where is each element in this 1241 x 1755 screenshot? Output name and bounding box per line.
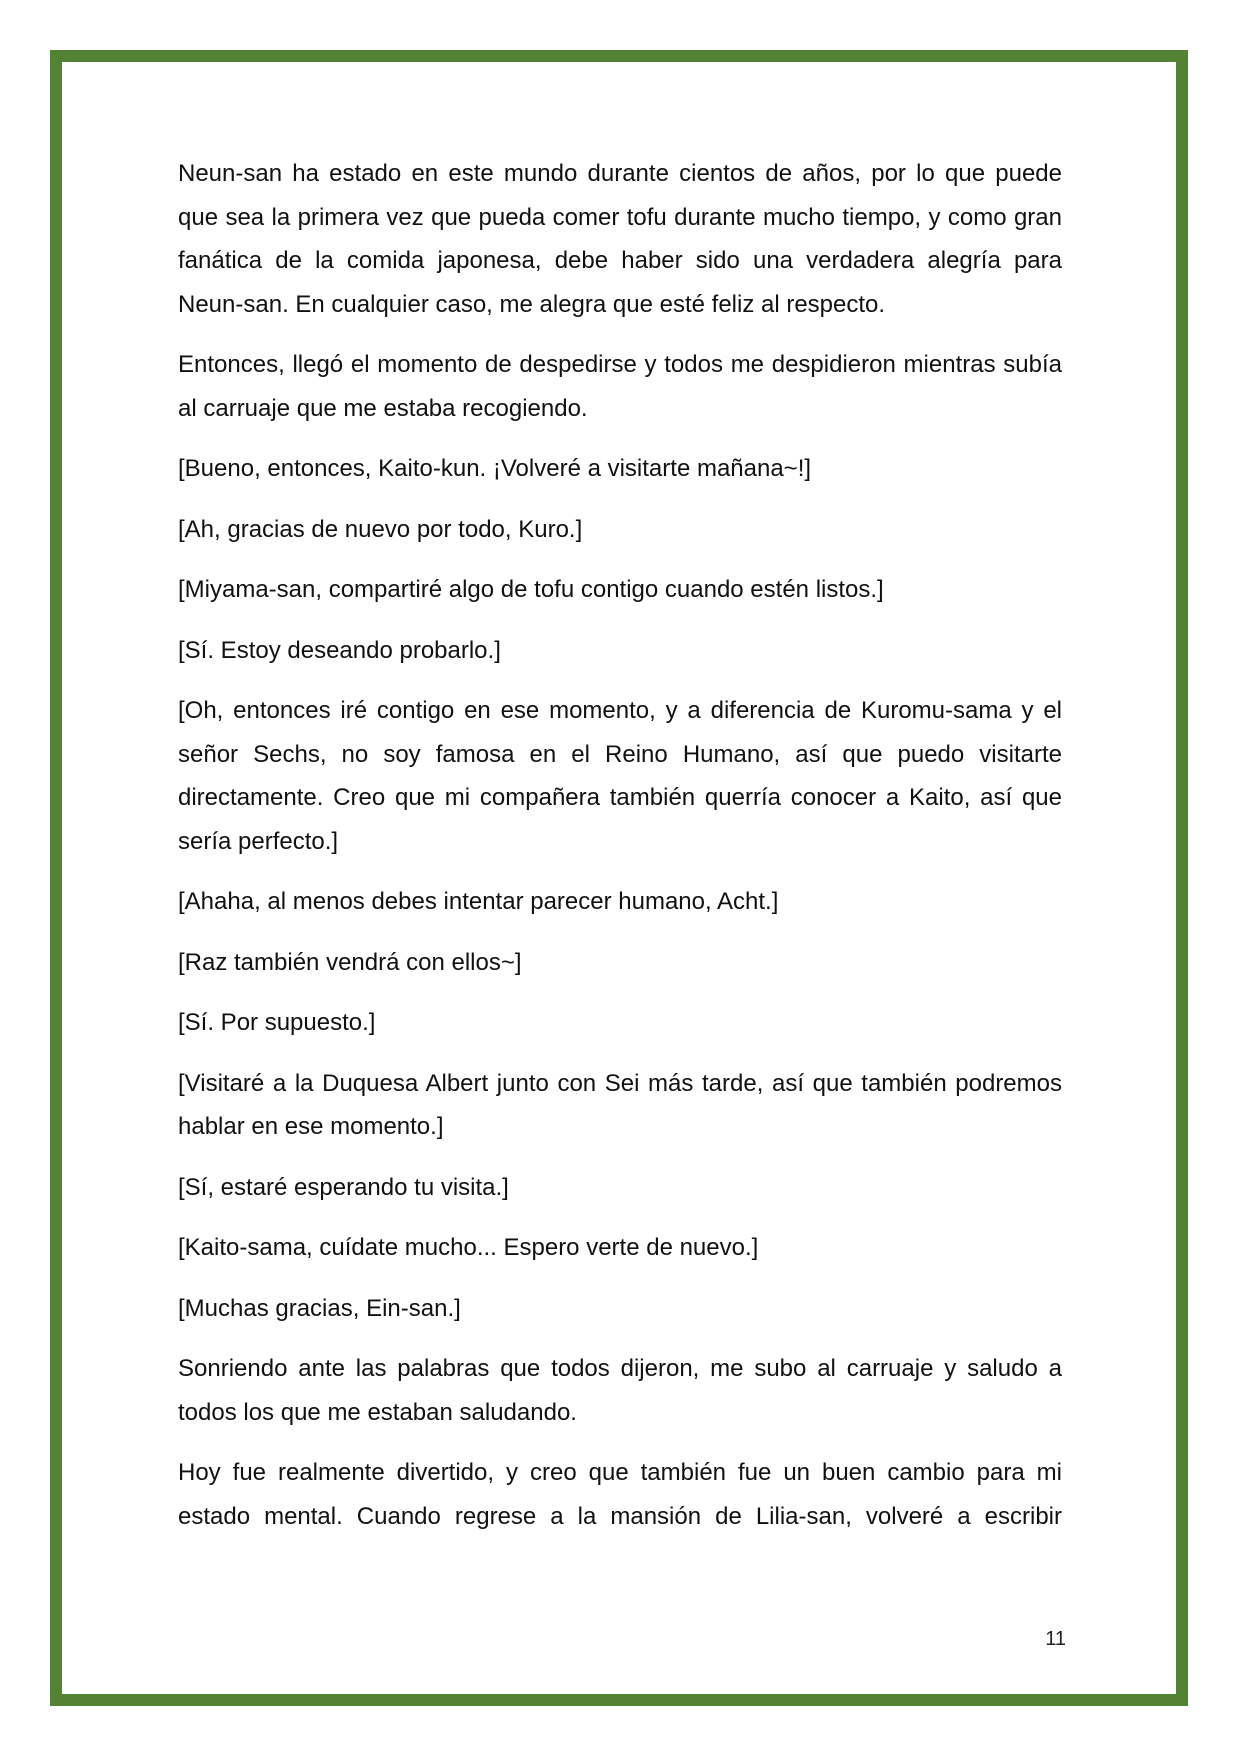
dialogue-line-11: [Kaito-sama, cuídate mucho... Espero verte de nuevo.] xyxy=(178,1234,759,1261)
dialogue-line-12: [Muchas gracias, Ein-san.] xyxy=(178,1294,461,1322)
dialogue-line-5: [Oh, entonces iré contigo en ese momento, y a diferencia de Kuromu-sama y el señor Sechs, no soy famosa en el Reino Humano, así que puedo visitarte directamente. Creo que mi compañera también querría conocer a Kaito, así que sería perfecto.] xyxy=(178,697,1062,855)
paragraph-3: Sonriendo ante las palabras que todos dijeron, me subo al carruaje y saludo a todos los que me estaban saludando. xyxy=(178,1355,1062,1426)
dialogue-line-7: [Raz también vendrá con ellos~] xyxy=(178,948,522,976)
page-number: 11 xyxy=(1045,1628,1066,1650)
dialogue-line-6: [Ahaha, al menos debes intentar parecer humano, Acht.] xyxy=(178,888,779,915)
dialogue-line-2: [Ah, gracias de nuevo por todo, Kuro.] xyxy=(178,515,583,543)
paragraph-2: Entonces, llegó el momento de despedirse y todos me despidieron mientras subía al carruaje que me estaba recogiendo. xyxy=(178,351,1062,422)
document-body xyxy=(178,152,1062,1555)
dialogue-line-9: [Visitaré a la Duquesa Albert junto con Sei más tarde, así que también podremos hablar en ese momento.] xyxy=(178,1069,1062,1140)
dialogue-line-4: [Sí. Estoy deseando probarlo.] xyxy=(178,636,501,664)
paragraph-4: Hoy fue realmente divertido, y creo que también fue un buen cambio para mi estado mental. Cuando regrese a la mansión de Lilia-san, volveré a escribir xyxy=(178,1459,1062,1530)
dialogue-line-8: [Sí. Por supuesto.] xyxy=(178,1009,376,1036)
dialogue-line-3: [Miyama-san, compartiré algo de tofu contigo cuando estén listos.] xyxy=(178,576,884,603)
paragraph-1: Neun-san ha estado en este mundo durante cientos de años, por lo que puede que sea la primera vez que pueda comer tofu durante mucho tiempo, y como gran fanática de la comida japonesa, debe haber sido una verdadera alegría para Neun-san. En cualquier caso, me alegra que esté feliz al respecto. xyxy=(178,160,1062,318)
dialogue-line-1: [Bueno, entonces, Kaito-kun. ¡Volveré a visitarte mañana~!] xyxy=(178,455,812,482)
dialogue-line-10: [Sí, estaré esperando tu visita.] xyxy=(178,1173,509,1201)
